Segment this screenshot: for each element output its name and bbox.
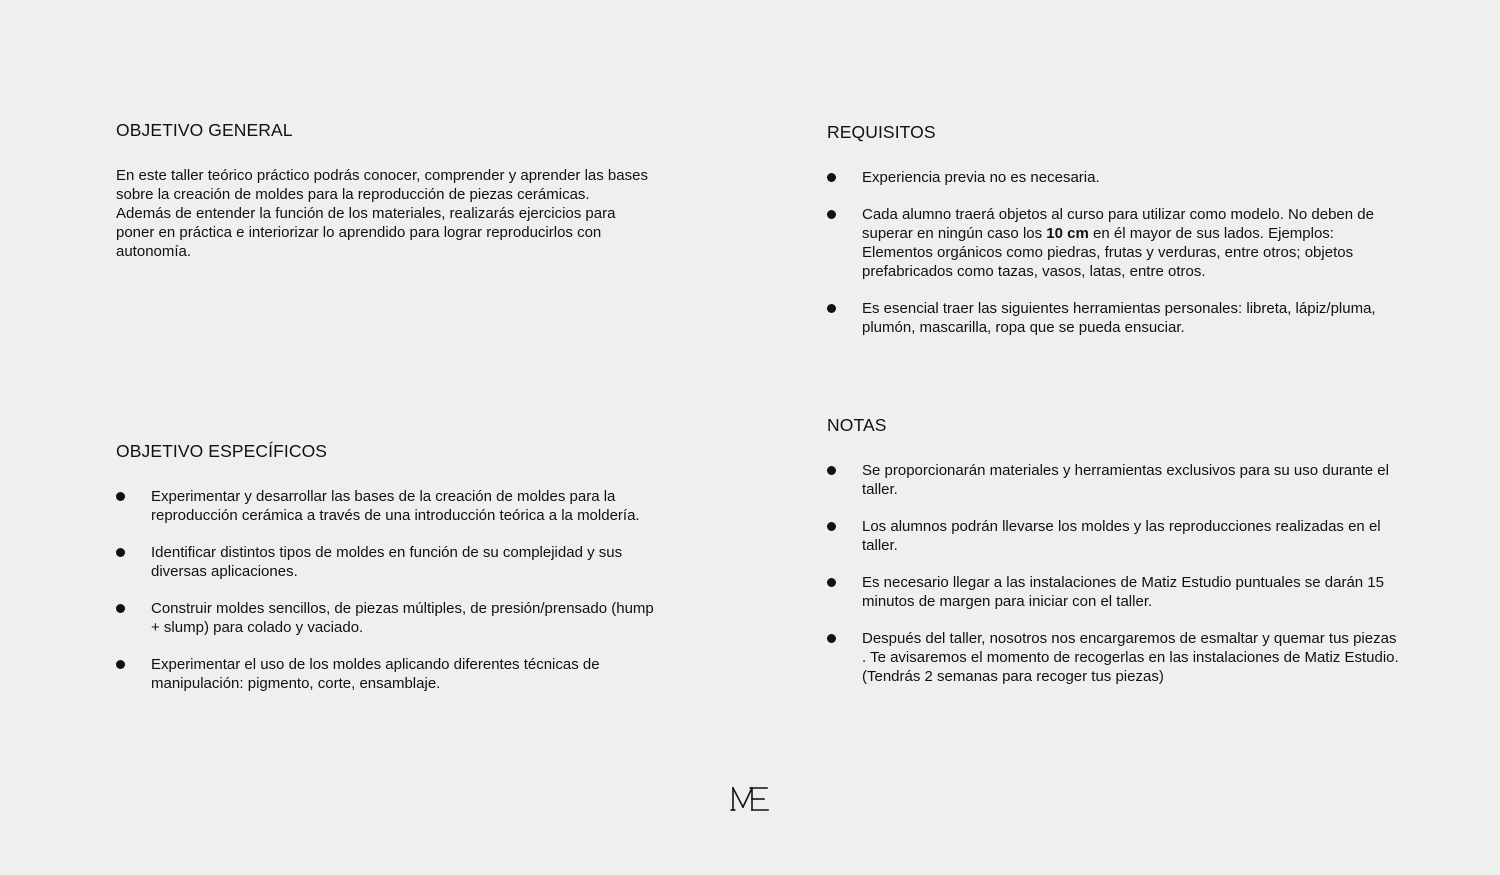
- objetivo-especificos-title: OBJETIVO ESPECÍFICOS: [116, 441, 328, 461]
- list-item: [116, 487, 656, 525]
- list-item: [827, 573, 1402, 611]
- bullet-icon: [116, 660, 125, 669]
- list-item: [116, 543, 656, 581]
- requisitos-list: [827, 168, 1402, 337]
- bullet-icon: [827, 210, 836, 219]
- list-item-text: Se proporcionarán materiales y herramientas exclusivos para su uso durante el taller.: [862, 462, 1389, 498]
- bullet-icon: [116, 492, 125, 501]
- list-item: [827, 461, 1402, 499]
- bullet-icon: [827, 578, 836, 587]
- objetivo-especificos-section: [116, 440, 656, 711]
- list-item-text-before: Cada alumno traerá objetos al curso para utilizar como modelo. No deben de superar en ningún caso los: [862, 206, 1374, 242]
- list-item-text: Es necesario llegar a las instalaciones de Matiz Estudio puntuales se darán 15 minutos de margen para iniciar con el taller.: [862, 574, 1384, 610]
- bullet-icon: [827, 173, 836, 182]
- list-item-text: Experiencia previa no es necesaria.: [862, 169, 1100, 186]
- objetivo-especificos-list: [116, 487, 656, 693]
- notas-list: [827, 461, 1402, 686]
- bullet-icon: [116, 604, 125, 613]
- notas-title: NOTAS: [827, 415, 887, 435]
- list-item: [116, 599, 656, 637]
- objetivo-general-text: [116, 166, 656, 261]
- requisitos-section: [827, 121, 1402, 355]
- requisitos-title: REQUISITOS: [827, 122, 936, 142]
- size-limit-bold: 10 cm: [1046, 225, 1089, 242]
- list-item-text: Identificar distintos tipos de moldes en función de su complejidad y sus diversas aplicaciones.: [151, 544, 623, 580]
- bullet-icon: [827, 634, 836, 643]
- list-item-text: Construir moldes sencillos, de piezas múltiples, de presión/prensado (hump + slump) para colado y vaciado.: [151, 600, 654, 636]
- list-item: [116, 655, 656, 693]
- bullet-icon: [827, 304, 836, 313]
- list-item: [827, 629, 1402, 686]
- objetivo-general-title: OBJETIVO GENERAL: [116, 120, 293, 140]
- objetivo-general-section: [116, 119, 656, 261]
- list-item: [827, 168, 1402, 187]
- list-item-text: Los alumnos podrán llevarse los moldes y las reproducciones realizadas en el taller.: [862, 518, 1381, 554]
- list-item-text: Es esencial traer las siguientes herramientas personales: libreta, lápiz/pluma, plumón, mascarilla, ropa que se pueda ensuciar.: [862, 300, 1376, 336]
- list-item-text: Experimentar y desarrollar las bases de la creación de moldes para la reproducción cerámica a través de una introducción teórica a la moldería.: [151, 488, 640, 524]
- bullet-icon: [827, 522, 836, 531]
- list-item: [827, 205, 1402, 281]
- objetivo-general-paragraph-1: En este taller teórico práctico podrás conocer, comprender y aprender las bases sobre la creación de moldes para la reproducción de piezas cerámicas.: [116, 167, 648, 203]
- list-item-text-after: en él mayor de sus lados. Ejemplos: Elementos orgánicos como piedras, frutas y verduras, entre otros; objetos prefabricados como tazas, vasos, latas, entre otros.: [862, 225, 1354, 280]
- list-item-text: Experimentar el uso de los moldes aplicando diferentes técnicas de manipulación: pigmento, corte, ensamblaje.: [151, 656, 600, 692]
- notas-section: [827, 414, 1402, 704]
- bullet-icon: [116, 548, 125, 557]
- objetivo-general-paragraph-2: Además de entender la función de los materiales, realizarás ejercicios para poner en práctica e interiorizar lo aprendido para lograr reproducirlos con autonomía.: [116, 205, 616, 260]
- bullet-icon: [827, 466, 836, 475]
- list-item: [827, 517, 1402, 555]
- list-item-text: Después del taller, nosotros nos encargaremos de esmaltar y quemar tus piezas . Te avisaremos el momento de recogerlas en las instalaciones de Matiz Estudio. (Tendrás 2 semanas para recoger tus piezas): [862, 630, 1399, 685]
- list-item: [827, 299, 1402, 337]
- matiz-estudio-logo: [730, 783, 772, 815]
